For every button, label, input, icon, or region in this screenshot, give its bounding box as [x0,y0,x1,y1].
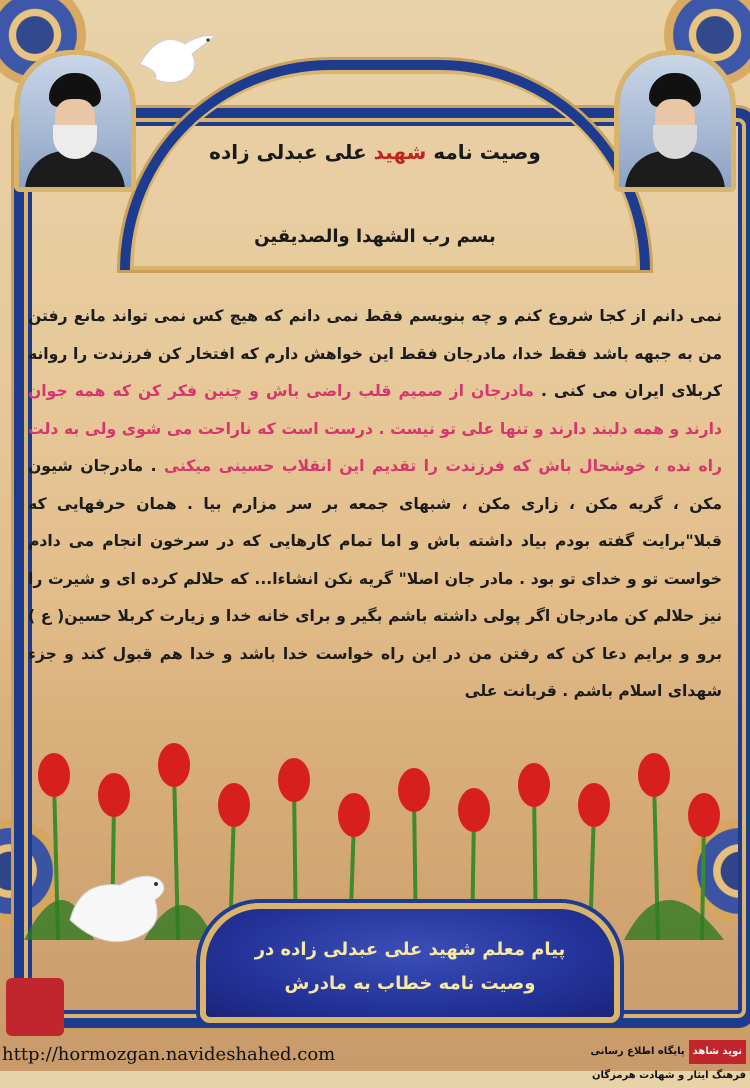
portrait-right [614,50,736,192]
bismillah-heading: بسم رب الشهدا والصدیقین [254,226,496,247]
dove-icon [130,24,220,94]
will-letter-text [28,298,722,711]
message-banner [200,903,620,1023]
title-accent: شهید [373,140,427,164]
footer-badge [556,1040,746,1081]
site-url[interactable]: http://hormozgan.navideshahed.com [2,1044,336,1065]
portrait-left [14,50,136,192]
page-title: وصیت نامه شهید علی عبدلی زاده [209,140,541,164]
pigeon-icon [60,860,180,950]
letter-part-1: نمی دانم از کجا شروع کنم و چه بنویسم فقط نمی دانم که هیچ کس نمی تواند مانع رفتن من به جبهه باشد فقط خدا، مادرجان فقط این خواهش دارم که افتخار کن فرزندت را روانه کربلای ایران می کنی . [28,307,722,400]
footer-badge-tag: نوید شاهد [689,1040,746,1064]
letter-part-2: . مادرجان شیون مکن ، گریه مکن ، زاری مکن ، شبهای جمعه بر سر مزارم بیا . همان حرفهایی که قبلا"برایت گفته بودم بیاد داشته باش و اما تمام کارهایی که در سرخون انجام می دادم خواست تو و خدای تو بود . مادر جان اصلا" گریه نکن انشاءا... که حلالم کرده ای و شیرت را نیز حلالم کن مادرجان اگر پولی داشته باشم بگیر و برای خانه خدا و زیارت کربلا حسین( ع ) برو و برایم دعا کن که رفتن من در این راه خواست خدا باشد و خدا هم قبول کند و جزء شهدای اسلام باشم . قربانت علی [28,457,722,700]
banner-line-2: وصیت نامه خطاب به مادرش [284,973,536,994]
navideshahed-logo [6,978,64,1036]
letter-highlight: مادرجان از صمیم قلب راضی باش و چنین فکر کن که همه جوان دارند و همه دلبند دارند و تنها علی تو نیست . درست است که ناراحت می شوی ولی به دلت راه نده ، خوشحال باش که فرزندت را تقدیم این انقلاب حسینی میکنی [28,382,722,475]
banner-line-1: پیام معلم شهید علی عبدلی زاده در [254,939,566,960]
footer-badge-text: پایگاه اطلاع رسانی فرهنگ ایثار و شهادت هرمزگان [590,1046,746,1081]
